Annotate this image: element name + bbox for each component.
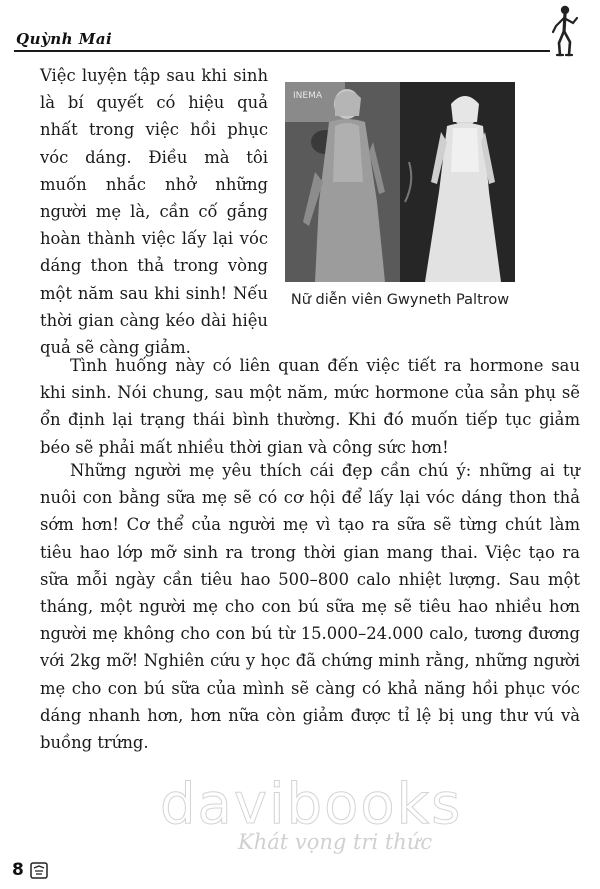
- paragraph-breastfeeding: Những người mẹ yêu thích cái đẹp cần chú ý: những ai tự nuôi con bằng sữa mẹ sẽ có cơ hội để lấy lại vóc dáng thon thả sớm hơn! Cơ thể của người mẹ vì tạo ra sữa sẽ từng chút làm tiêu hao lớp mỡ sinh ra trong thời gian mang thai. Việc tạo ra sữa mỗi ngày cần tiêu hao 500–800 calo nhiệt lượng. Sau một tháng, một người mẹ cho con bú sữa mẹ sẽ tiêu hao nhiều hơn người mẹ không cho con bú từ 15.000–24.000 calo, tương đương với 2kg mỡ! Nghiên cứu y học đã chứng minh rằng, những người mẹ cho con bú sữa của mình sẽ càng có khả năng hồi phục vóc dáng nhanh hơn, hơn nữa còn giảm được tỉ lệ bị ung thư vú và buồng trứng.: [40, 461, 580, 753]
- paragraph-intro: Việc luyện tập sau khi sinh là bí quyết có hiệu quả nhất trong việc hồi phục vóc dáng. Điều mà tôi muốn nhắc nhở những người mẹ là, cần cố gắng hoàn thành việc lấy lại vóc dáng thon thả trong vòng một năm sau khi sinh! Nếu thời gian càng kéo dài hiệu quả sẽ càng giảm.: [40, 66, 268, 358]
- photo-sign-text: INEMA: [293, 91, 322, 101]
- author-name: Quỳnh Mai: [16, 30, 113, 48]
- header-rule: [14, 50, 550, 52]
- running-figure-icon: [548, 4, 582, 58]
- photo-caption: Nữ diễn viên Gwyneth Paltrow: [290, 292, 510, 308]
- page-number: 8: [12, 860, 24, 880]
- actress-photo: [285, 82, 515, 282]
- paragraph-hormone: Tình huống này có liên quan đến việc tiết ra hormone sau khi sinh. Nói chung, sau một năm, mức hormone của sản phụ sẽ ổn định lại trạng thái bình thường. Khi đó muốn tiếp tục giảm béo sẽ phải mất nhiều thời gian và công sức hơn!: [40, 356, 580, 457]
- page-ornament-icon: [30, 862, 48, 879]
- watermark-tagline: Khát vọng tri thức: [238, 830, 433, 854]
- page-header: [0, 0, 600, 58]
- watermark-brand: davibooks: [160, 772, 463, 837]
